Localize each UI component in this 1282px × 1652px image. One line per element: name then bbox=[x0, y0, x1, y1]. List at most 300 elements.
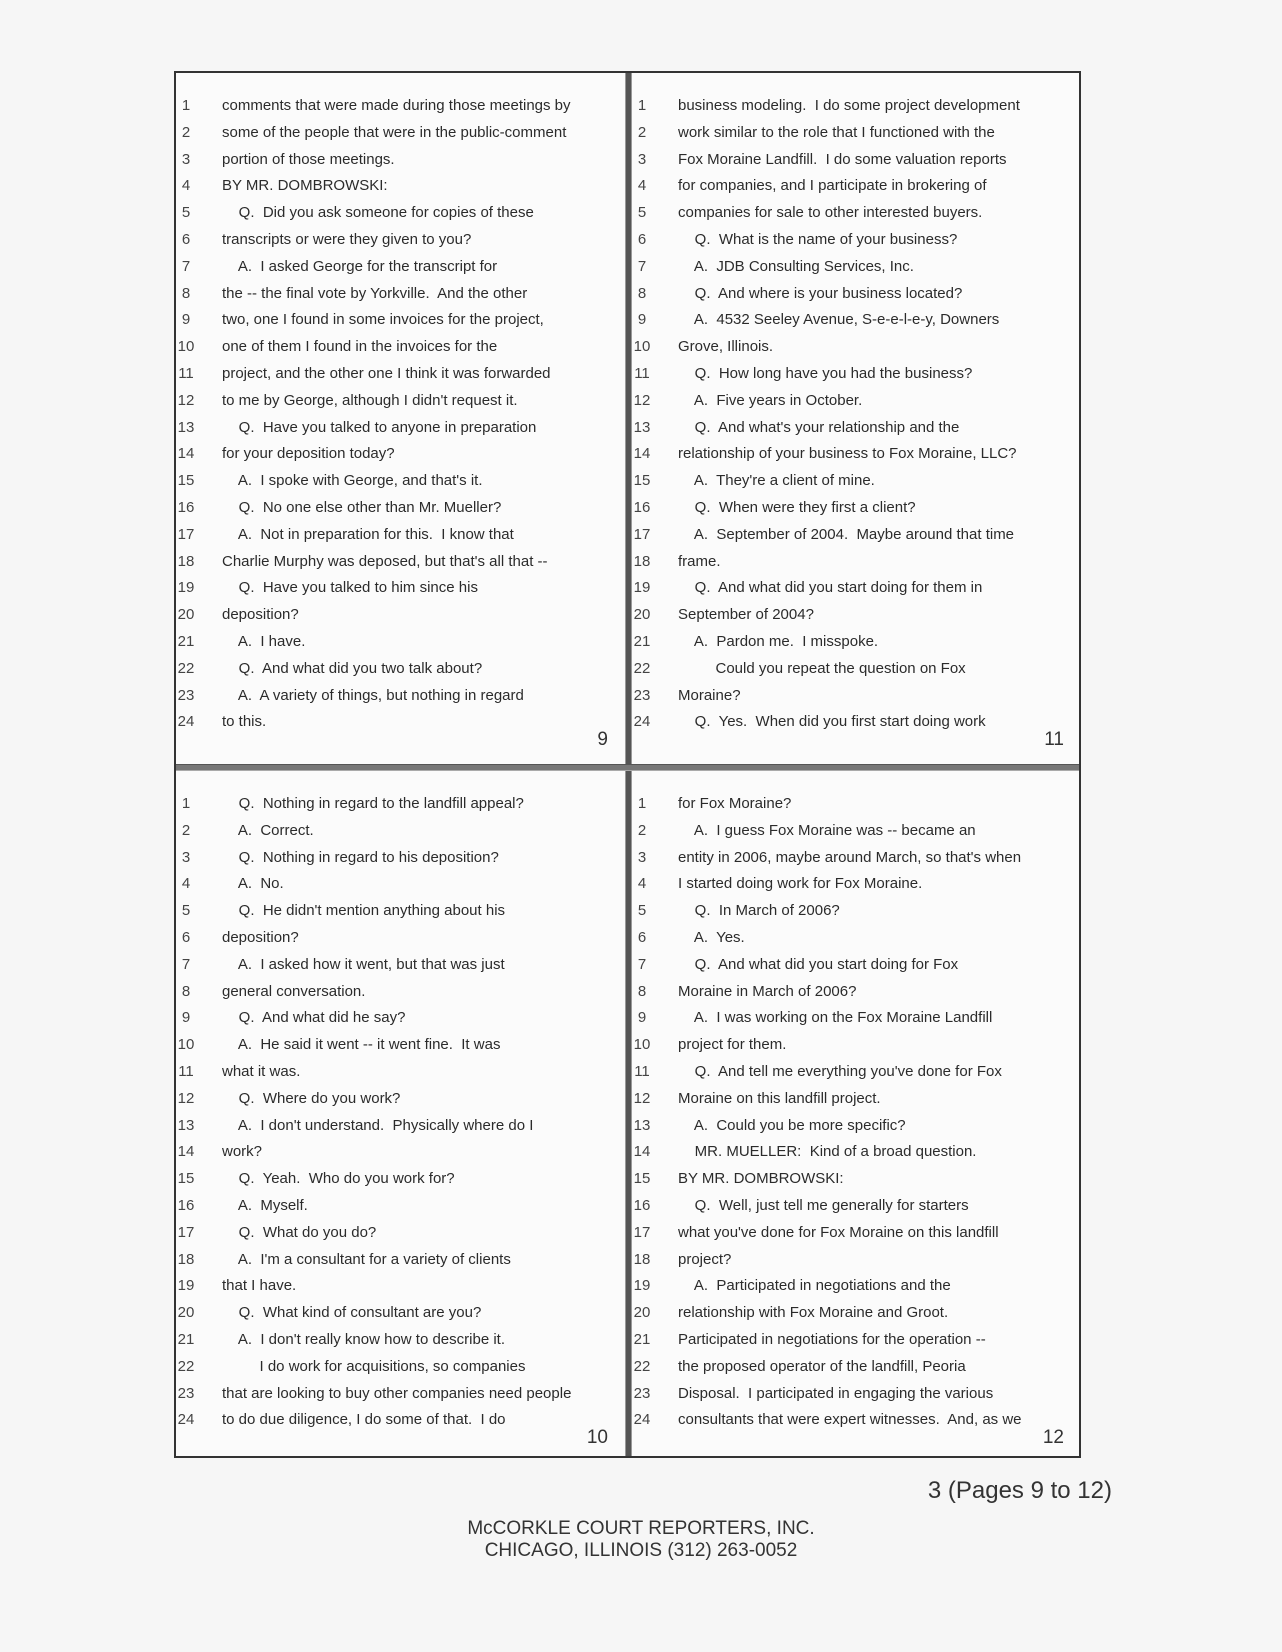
line-number: 20 bbox=[177, 1304, 195, 1322]
transcript-line bbox=[632, 1273, 1072, 1300]
line-text: consultants that were expert witnesses. And, as we bbox=[678, 1411, 1022, 1429]
transcript-line bbox=[632, 281, 1072, 308]
line-text: portion of those meetings. bbox=[222, 150, 395, 168]
line-number: 10 bbox=[633, 338, 651, 356]
transcript-line bbox=[176, 656, 616, 683]
transcript-line bbox=[632, 602, 1072, 629]
transcript-line bbox=[176, 1005, 616, 1032]
line-text: A. I have. bbox=[222, 632, 306, 650]
transcript-line bbox=[176, 1086, 616, 1113]
line-number: 15 bbox=[177, 472, 195, 490]
line-number: 5 bbox=[637, 902, 647, 920]
line-number: 16 bbox=[177, 498, 195, 516]
line-number: 24 bbox=[177, 1411, 195, 1429]
line-number: 23 bbox=[633, 686, 651, 704]
page-number: 9 bbox=[597, 729, 608, 750]
line-number: 9 bbox=[181, 311, 191, 329]
line-number: 8 bbox=[181, 982, 191, 1000]
line-text: Q. When were they first a client? bbox=[678, 498, 916, 516]
transcript-line bbox=[176, 818, 616, 845]
line-text: A. Five years in October. bbox=[678, 391, 863, 409]
line-number: 15 bbox=[177, 1170, 195, 1188]
transcript-line bbox=[632, 549, 1072, 576]
horizontal-divider bbox=[176, 764, 1079, 771]
line-text: Q. And where is your business located? bbox=[678, 284, 963, 302]
line-text: Q. No one else other than Mr. Mueller? bbox=[222, 498, 502, 516]
line-number: 22 bbox=[177, 1357, 195, 1375]
line-number: 15 bbox=[633, 1170, 651, 1188]
line-number: 4 bbox=[637, 177, 647, 195]
line-text: A. I don't really know how to describe it. bbox=[222, 1330, 506, 1348]
transcript-line bbox=[176, 1193, 616, 1220]
line-text: the proposed operator of the landfill, Peoria bbox=[678, 1357, 966, 1375]
line-number: 13 bbox=[177, 1116, 195, 1134]
line-number: 12 bbox=[633, 1089, 651, 1107]
transcript-line bbox=[176, 281, 616, 308]
transcript-line bbox=[632, 1354, 1072, 1381]
transcript-line bbox=[176, 307, 616, 334]
line-number: 6 bbox=[637, 230, 647, 248]
transcript-line bbox=[176, 575, 616, 602]
line-text: entity in 2006, maybe around March, so that's when bbox=[678, 848, 1022, 866]
transcript-line bbox=[632, 1407, 1072, 1434]
transcript-lines bbox=[176, 93, 616, 736]
line-text: A. September of 2004. Maybe around that time bbox=[678, 525, 1015, 543]
transcript-line bbox=[632, 979, 1072, 1006]
transcript-line bbox=[176, 1407, 616, 1434]
transcript-line bbox=[632, 254, 1072, 281]
line-text: A. I spoke with George, and that's it. bbox=[222, 472, 483, 490]
line-text: to this. bbox=[222, 713, 267, 731]
line-number: 16 bbox=[633, 498, 651, 516]
line-number: 17 bbox=[633, 525, 651, 543]
line-number: 17 bbox=[633, 1223, 651, 1241]
line-number: 10 bbox=[633, 1036, 651, 1054]
transcript-lines bbox=[632, 93, 1072, 736]
line-number: 17 bbox=[177, 1223, 195, 1241]
transcript-line bbox=[632, 845, 1072, 872]
transcript-line bbox=[632, 307, 1072, 334]
footer bbox=[0, 1518, 1282, 1562]
line-text: Moraine? bbox=[678, 686, 741, 704]
transcript-line bbox=[176, 1354, 616, 1381]
line-text: A. Correct. bbox=[222, 821, 314, 839]
line-text: Q. Well, just tell me generally for starters bbox=[678, 1196, 969, 1214]
line-number: 18 bbox=[633, 1250, 651, 1268]
transcript-line bbox=[632, 227, 1072, 254]
line-text: for Fox Moraine? bbox=[678, 795, 792, 812]
line-number: 13 bbox=[633, 1116, 651, 1134]
line-text: Q. And what's your relationship and the bbox=[678, 418, 960, 436]
page-number: 12 bbox=[1042, 1427, 1064, 1448]
line-number: 23 bbox=[177, 686, 195, 704]
line-text: A. I asked George for the transcript for bbox=[222, 257, 498, 275]
transcript-line bbox=[176, 952, 616, 979]
line-text: Disposal. I participated in engaging the various bbox=[678, 1384, 994, 1402]
line-number: 5 bbox=[637, 204, 647, 222]
page-range: 3 (Pages 9 to 12) bbox=[927, 1477, 1112, 1504]
line-number: 1 bbox=[637, 795, 647, 812]
line-number: 1 bbox=[637, 97, 647, 114]
transcript-line bbox=[632, 1220, 1072, 1247]
line-text: BY MR. DOMBROWSKI: bbox=[222, 177, 388, 195]
line-text: Participated in negotiations for the operation -- bbox=[678, 1330, 986, 1348]
transcript-line bbox=[632, 1005, 1072, 1032]
line-number: 7 bbox=[637, 257, 647, 275]
line-number: 7 bbox=[181, 955, 191, 973]
transcript-line bbox=[632, 522, 1072, 549]
transcript-line bbox=[176, 361, 616, 388]
line-number: 23 bbox=[177, 1384, 195, 1402]
line-number: 17 bbox=[177, 525, 195, 543]
transcript-line bbox=[176, 147, 616, 174]
transcript-line bbox=[176, 334, 616, 361]
transcript-page-10 bbox=[176, 771, 616, 1451]
line-number: 20 bbox=[177, 606, 195, 624]
line-text: project for them. bbox=[678, 1036, 787, 1054]
transcript-line bbox=[176, 602, 616, 629]
transcript-line bbox=[176, 120, 616, 147]
transcript-line bbox=[176, 549, 616, 576]
line-text: Q. What kind of consultant are you? bbox=[222, 1304, 482, 1322]
transcript-line bbox=[176, 898, 616, 925]
line-text: Could you repeat the question on Fox bbox=[678, 659, 966, 677]
line-number: 6 bbox=[637, 928, 647, 946]
transcript-line bbox=[632, 818, 1072, 845]
transcript-line bbox=[632, 495, 1072, 522]
transcript-line bbox=[176, 415, 616, 442]
line-text: Grove, Illinois. bbox=[678, 338, 774, 356]
line-text: general conversation. bbox=[222, 982, 366, 1000]
line-number: 18 bbox=[177, 1250, 195, 1268]
line-text: Q. Did you ask someone for copies of these bbox=[222, 204, 534, 222]
transcript-line bbox=[176, 93, 616, 120]
line-number: 21 bbox=[177, 632, 195, 650]
transcript-line bbox=[176, 709, 616, 736]
line-text: A. Myself. bbox=[222, 1196, 308, 1214]
line-text: some of the people that were in the public-comment bbox=[222, 123, 567, 141]
line-number: 19 bbox=[177, 1277, 195, 1295]
line-number: 13 bbox=[177, 418, 195, 436]
line-text: the -- the final vote by Yorkville. And the other bbox=[222, 284, 528, 302]
transcript-line bbox=[632, 871, 1072, 898]
line-text: frame. bbox=[678, 552, 721, 570]
line-number: 16 bbox=[633, 1196, 651, 1214]
line-number: 16 bbox=[177, 1196, 195, 1214]
line-text: I started doing work for Fox Moraine. bbox=[678, 875, 923, 893]
line-number: 2 bbox=[637, 123, 647, 141]
line-number: 1 bbox=[181, 97, 191, 114]
transcript-line bbox=[632, 173, 1072, 200]
line-number: 7 bbox=[181, 257, 191, 275]
line-text: I do work for acquisitions, so companies bbox=[222, 1357, 526, 1375]
transcript-line bbox=[632, 1059, 1072, 1086]
transcript-line bbox=[632, 898, 1072, 925]
transcript-line bbox=[632, 1381, 1072, 1408]
line-text: A. Yes. bbox=[678, 928, 745, 946]
transcript-line bbox=[632, 791, 1072, 818]
line-text: Q. Nothing in regard to his deposition? bbox=[222, 848, 499, 866]
footer-location: CHICAGO, ILLINOIS (312) 263-0052 bbox=[484, 1540, 798, 1561]
line-text: for your deposition today? bbox=[222, 445, 395, 463]
line-number: 11 bbox=[178, 364, 194, 382]
line-text: September of 2004? bbox=[678, 606, 814, 624]
transcript-page-12 bbox=[632, 771, 1072, 1451]
line-text: A. Could you be more specific? bbox=[678, 1116, 906, 1134]
transcript-line bbox=[632, 200, 1072, 227]
transcript-line bbox=[632, 1166, 1072, 1193]
line-number: 24 bbox=[633, 713, 651, 731]
transcript-line bbox=[176, 1381, 616, 1408]
transcript-line bbox=[176, 1113, 616, 1140]
line-number: 22 bbox=[633, 1357, 651, 1375]
line-text: A. Not in preparation for this. I know that bbox=[222, 525, 514, 543]
line-text: project, and the other one I think it was forwarded bbox=[222, 364, 551, 382]
line-number: 18 bbox=[633, 552, 651, 570]
line-text: comments that were made during those meetings by bbox=[222, 97, 571, 114]
line-number: 4 bbox=[181, 875, 191, 893]
line-number: 19 bbox=[177, 579, 195, 597]
line-text: relationship of your business to Fox Moraine, LLC? bbox=[678, 445, 1017, 463]
line-number: 3 bbox=[637, 150, 647, 168]
transcript-line bbox=[632, 1113, 1072, 1140]
line-text: one of them I found in the invoices for the bbox=[222, 338, 498, 356]
line-number: 20 bbox=[633, 606, 651, 624]
line-number: 12 bbox=[177, 391, 195, 409]
line-text: A. They're a client of mine. bbox=[678, 472, 875, 490]
transcript-line bbox=[176, 227, 616, 254]
transcript-line bbox=[632, 575, 1072, 602]
transcript-line bbox=[176, 1059, 616, 1086]
line-number: 22 bbox=[633, 659, 651, 677]
line-number: 18 bbox=[177, 552, 195, 570]
line-text: what you've done for Fox Moraine on this landfill bbox=[678, 1223, 999, 1241]
line-number: 2 bbox=[181, 123, 191, 141]
line-text: what it was. bbox=[222, 1062, 301, 1080]
line-text: Q. What is the name of your business? bbox=[678, 230, 958, 248]
line-number: 3 bbox=[181, 150, 191, 168]
transcript-line bbox=[632, 1247, 1072, 1274]
line-text: work? bbox=[222, 1143, 263, 1161]
line-text: deposition? bbox=[222, 928, 299, 946]
line-text: Q. Yeah. Who do you work for? bbox=[222, 1170, 455, 1188]
transcript-line bbox=[632, 1086, 1072, 1113]
line-text: Q. And what did you start doing for them in bbox=[678, 579, 983, 597]
line-number: 2 bbox=[181, 821, 191, 839]
transcript-line bbox=[632, 120, 1072, 147]
line-text: A. No. bbox=[222, 875, 284, 893]
line-number: 5 bbox=[181, 902, 191, 920]
transcript-page-9 bbox=[176, 73, 616, 753]
line-number: 19 bbox=[633, 579, 651, 597]
line-number: 20 bbox=[633, 1304, 651, 1322]
transcript-line bbox=[176, 173, 616, 200]
line-text: business modeling. I do some project development bbox=[678, 97, 1020, 114]
line-text: relationship with Fox Moraine and Groot. bbox=[678, 1304, 949, 1322]
transcript-line bbox=[176, 925, 616, 952]
page-number: 11 bbox=[1044, 729, 1064, 750]
line-number: 4 bbox=[181, 177, 191, 195]
transcript-line bbox=[176, 1220, 616, 1247]
transcript-line bbox=[176, 683, 616, 710]
line-number: 11 bbox=[634, 364, 650, 382]
transcript-line bbox=[632, 388, 1072, 415]
line-text: that I have. bbox=[222, 1277, 297, 1295]
line-number: 5 bbox=[181, 204, 191, 222]
transcript-line bbox=[176, 388, 616, 415]
transcript-line bbox=[632, 629, 1072, 656]
transcript-line bbox=[632, 683, 1072, 710]
line-text: Moraine in March of 2006? bbox=[678, 982, 857, 1000]
line-text: Q. Yes. When did you first start doing work bbox=[678, 713, 986, 731]
line-number: 9 bbox=[637, 1009, 647, 1027]
line-text: A. JDB Consulting Services, Inc. bbox=[678, 257, 914, 275]
line-number: 14 bbox=[633, 1143, 651, 1161]
line-text: A. Participated in negotiations and the bbox=[678, 1277, 951, 1295]
line-number: 21 bbox=[633, 1330, 651, 1348]
line-number: 21 bbox=[633, 632, 651, 650]
transcript-line bbox=[632, 147, 1072, 174]
line-text: Q. He didn't mention anything about his bbox=[222, 902, 506, 920]
transcript-line bbox=[632, 1327, 1072, 1354]
transcript-line bbox=[632, 361, 1072, 388]
transcript-line bbox=[632, 952, 1072, 979]
line-number: 8 bbox=[181, 284, 191, 302]
line-number: 4 bbox=[637, 875, 647, 893]
transcript-line bbox=[176, 791, 616, 818]
line-number: 12 bbox=[177, 1089, 195, 1107]
transcript-line bbox=[632, 334, 1072, 361]
transcript-line bbox=[632, 468, 1072, 495]
transcript-line bbox=[632, 93, 1072, 120]
page-number: 10 bbox=[586, 1427, 608, 1448]
transcript-line bbox=[176, 1166, 616, 1193]
line-number: 3 bbox=[181, 848, 191, 866]
line-text: Q. And what did he say? bbox=[222, 1009, 406, 1027]
line-text: Q. Have you talked to him since his bbox=[222, 579, 478, 597]
line-number: 6 bbox=[181, 230, 191, 248]
line-number: 8 bbox=[637, 982, 647, 1000]
transcript-line bbox=[176, 979, 616, 1006]
line-number: 22 bbox=[177, 659, 195, 677]
transcript-line bbox=[632, 1032, 1072, 1059]
line-text: deposition? bbox=[222, 606, 299, 624]
line-text: to do due diligence, I do some of that. I do bbox=[222, 1411, 506, 1429]
line-text: to me by George, although I didn't request it. bbox=[222, 391, 518, 409]
line-number: 14 bbox=[177, 1143, 195, 1161]
line-number: 7 bbox=[637, 955, 647, 973]
line-text: MR. MUELLER: Kind of a broad question. bbox=[678, 1143, 977, 1161]
line-text: Q. And tell me everything you've done for Fox bbox=[678, 1062, 1002, 1080]
transcript-line bbox=[176, 522, 616, 549]
transcript-line bbox=[176, 200, 616, 227]
transcript-line bbox=[632, 1300, 1072, 1327]
transcript-line bbox=[176, 629, 616, 656]
footer-company: McCORKLE COURT REPORTERS, INC. bbox=[467, 1518, 815, 1539]
line-number: 9 bbox=[637, 311, 647, 329]
line-text: Q. And what did you two talk about? bbox=[222, 659, 483, 677]
line-number: 24 bbox=[177, 713, 195, 731]
line-text: project? bbox=[678, 1250, 732, 1268]
line-number: 3 bbox=[637, 848, 647, 866]
line-text: A. Pardon me. I misspoke. bbox=[678, 632, 879, 650]
transcript-line bbox=[176, 871, 616, 898]
line-text: for companies, and I participate in brokering of bbox=[678, 177, 987, 195]
line-text: Q. What do you do? bbox=[222, 1223, 377, 1241]
transcript-line bbox=[176, 495, 616, 522]
line-text: A. He said it went -- it went fine. It was bbox=[222, 1036, 501, 1054]
transcript-line bbox=[176, 441, 616, 468]
line-text: A. 4532 Seeley Avenue, S-e-e-l-e-y, Downers bbox=[678, 311, 1000, 329]
transcript-line bbox=[632, 441, 1072, 468]
line-text: work similar to the role that I functioned with the bbox=[678, 123, 995, 141]
line-number: 8 bbox=[637, 284, 647, 302]
line-number: 19 bbox=[633, 1277, 651, 1295]
transcript-line bbox=[632, 415, 1072, 442]
transcript-page-11 bbox=[632, 73, 1072, 753]
line-number: 15 bbox=[633, 472, 651, 490]
transcript-line bbox=[632, 1139, 1072, 1166]
line-text: A. I don't understand. Physically where do I bbox=[222, 1116, 534, 1134]
line-text: companies for sale to other interested buyers. bbox=[678, 204, 983, 222]
transcript-line bbox=[176, 1139, 616, 1166]
transcript-line bbox=[176, 1273, 616, 1300]
transcript-line bbox=[632, 656, 1072, 683]
transcript-lines bbox=[632, 791, 1072, 1434]
transcript-line bbox=[176, 1247, 616, 1274]
line-text: Charlie Murphy was deposed, but that's all that -- bbox=[222, 552, 548, 570]
line-number: 11 bbox=[178, 1062, 194, 1080]
line-number: 10 bbox=[177, 338, 195, 356]
transcript-line bbox=[176, 845, 616, 872]
line-text: BY MR. DOMBROWSKI: bbox=[678, 1170, 844, 1188]
line-text: A. I was working on the Fox Moraine Landfill bbox=[678, 1009, 993, 1027]
line-number: 21 bbox=[177, 1330, 195, 1348]
line-text: Q. Nothing in regard to the landfill appeal? bbox=[222, 795, 524, 812]
line-text: Q. In March of 2006? bbox=[678, 902, 840, 920]
line-text: Q. Have you talked to anyone in preparation bbox=[222, 418, 537, 436]
line-text: that are looking to buy other companies need people bbox=[222, 1384, 572, 1402]
line-number: 6 bbox=[181, 928, 191, 946]
line-number: 24 bbox=[633, 1411, 651, 1429]
transcript-line bbox=[176, 1300, 616, 1327]
line-number: 13 bbox=[633, 418, 651, 436]
line-text: A. I guess Fox Moraine was -- became an bbox=[678, 821, 976, 839]
line-text: Q. Where do you work? bbox=[222, 1089, 401, 1107]
transcript-line bbox=[176, 468, 616, 495]
line-text: Moraine on this landfill project. bbox=[678, 1089, 881, 1107]
transcript-line bbox=[176, 254, 616, 281]
line-number: 2 bbox=[637, 821, 647, 839]
line-number: 14 bbox=[633, 445, 651, 463]
line-number: 12 bbox=[633, 391, 651, 409]
line-number: 23 bbox=[633, 1384, 651, 1402]
transcript-line bbox=[176, 1327, 616, 1354]
line-text: A. A variety of things, but nothing in regard bbox=[222, 686, 524, 704]
line-text: Q. How long have you had the business? bbox=[678, 364, 973, 382]
line-text: transcripts or were they given to you? bbox=[222, 230, 472, 248]
line-number: 14 bbox=[177, 445, 195, 463]
line-number: 9 bbox=[181, 1009, 191, 1027]
transcript-line bbox=[632, 925, 1072, 952]
transcript-line bbox=[632, 1193, 1072, 1220]
transcript-lines bbox=[176, 791, 616, 1434]
line-text: A. I asked how it went, but that was just bbox=[222, 955, 505, 973]
line-number: 1 bbox=[181, 795, 191, 812]
line-text: Q. And what did you start doing for Fox bbox=[678, 955, 959, 973]
transcript-sheet bbox=[174, 71, 1081, 1458]
line-number: 10 bbox=[177, 1036, 195, 1054]
